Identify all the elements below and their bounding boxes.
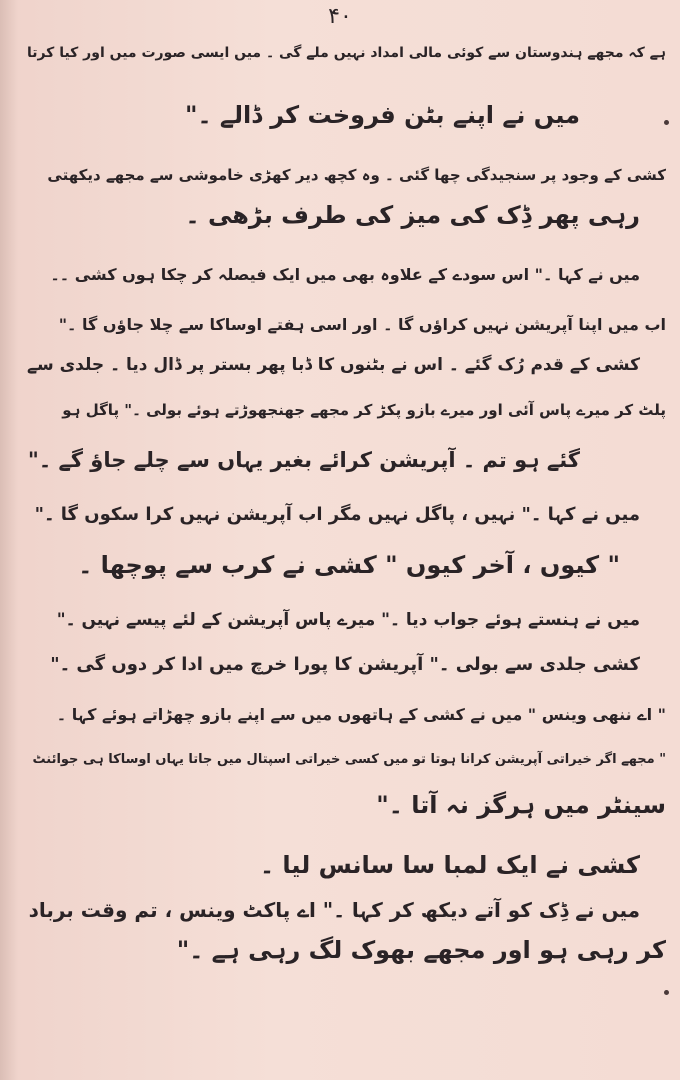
page-edge-shadow bbox=[0, 0, 18, 1080]
margin-dot bbox=[664, 990, 669, 995]
text-line-2: میں نے اپنے بٹن فروخت کر ڈالے ۔" bbox=[184, 101, 580, 129]
text-line-8: پلٹ کر میرے پاس آئی اور میرے بازو پکڑ کر مجھے جھنجھوڑتے ہوئے بولی ۔" پاگل ہو bbox=[62, 401, 666, 419]
text-line-15: " مجھے اگر خیراتی آپریشن کرانا ہوتا تو میں کسی خیراتی اسپتال میں جاتا یہاں اوساکا ہی جوائنٹ bbox=[32, 752, 666, 767]
text-line-7: کشی کے قدم رُک گئے ۔ اس نے بٹنوں کا ڈبا پھر بستر پر ڈال دیا ۔ جلدی سے bbox=[27, 355, 640, 375]
text-line-18: میں نے ڈِک کو آتے دیکھ کر کہا ۔" اے پاکٹ وینس ، تم وقت برباد bbox=[28, 898, 640, 922]
text-line-11: " کیوں ، آخر کیوں " کشی نے کرب سے پوچھا ۔ bbox=[78, 551, 620, 579]
text-line-9: گئے ہو تم ۔ آپریشن کرائے بغیر یہاں سے چلے جاؤ گے ۔" bbox=[27, 448, 580, 472]
text-line-13: کشی جلدی سے بولی ۔" آپریشن کا پورا خرچ میں ادا کر دوں گی ۔" bbox=[50, 654, 640, 675]
text-line-12: میں نے ہنستے ہوئے جواب دیا ۔" میرے پاس آپریشن کے لئے پیسے نہیں ۔" bbox=[56, 610, 640, 630]
page-number: ۴۰ bbox=[328, 4, 352, 29]
text-line-4: رہی پھر ڈِک کی میز کی طرف بڑھی ۔ bbox=[185, 201, 640, 229]
margin-dot bbox=[664, 120, 669, 125]
text-line-6: اب میں اپنا آپریشن نہیں کراؤں گا ۔ اور اسی ہفتے اوساکا سے چلا جاؤں گا ۔" bbox=[58, 315, 666, 334]
text-line-17: کشی نے ایک لمبا سا سانس لیا ۔ bbox=[260, 851, 640, 879]
text-line-1: ہے کہ مجھے ہندوستان سے کوئی مالی امداد نہیں ملے گی ۔ میں ایسی صورت میں اور کیا کرتا bbox=[26, 45, 666, 61]
text-line-16: سینٹر میں ہرگز نہ آتا ۔" bbox=[376, 791, 666, 819]
text-line-10: میں نے کہا ۔" نہیں ، پاگل نہیں مگر اب آپریشن نہیں کرا سکوں گا ۔" bbox=[34, 504, 640, 525]
text-line-3: کشی کے وجود پر سنجیدگی چھا گئی ۔ وہ کچھ دیر کھڑی خاموشی سے مجھے دیکھتی bbox=[47, 166, 666, 184]
text-line-14: " اے ننھی وینس " میں نے کشی کے ہاتھوں میں سے اپنے بازو چھڑاتے ہوئے کہا ۔ bbox=[56, 705, 666, 724]
text-line-5: میں نے کہا ۔" اس سودے کے علاوہ بھی میں ایک فیصلہ کر چکا ہوں کشی ۔۔ bbox=[50, 265, 640, 284]
text-line-19: کر رہی ہو اور مجھے بھوک لگ رہی ہے ۔" bbox=[176, 936, 666, 964]
